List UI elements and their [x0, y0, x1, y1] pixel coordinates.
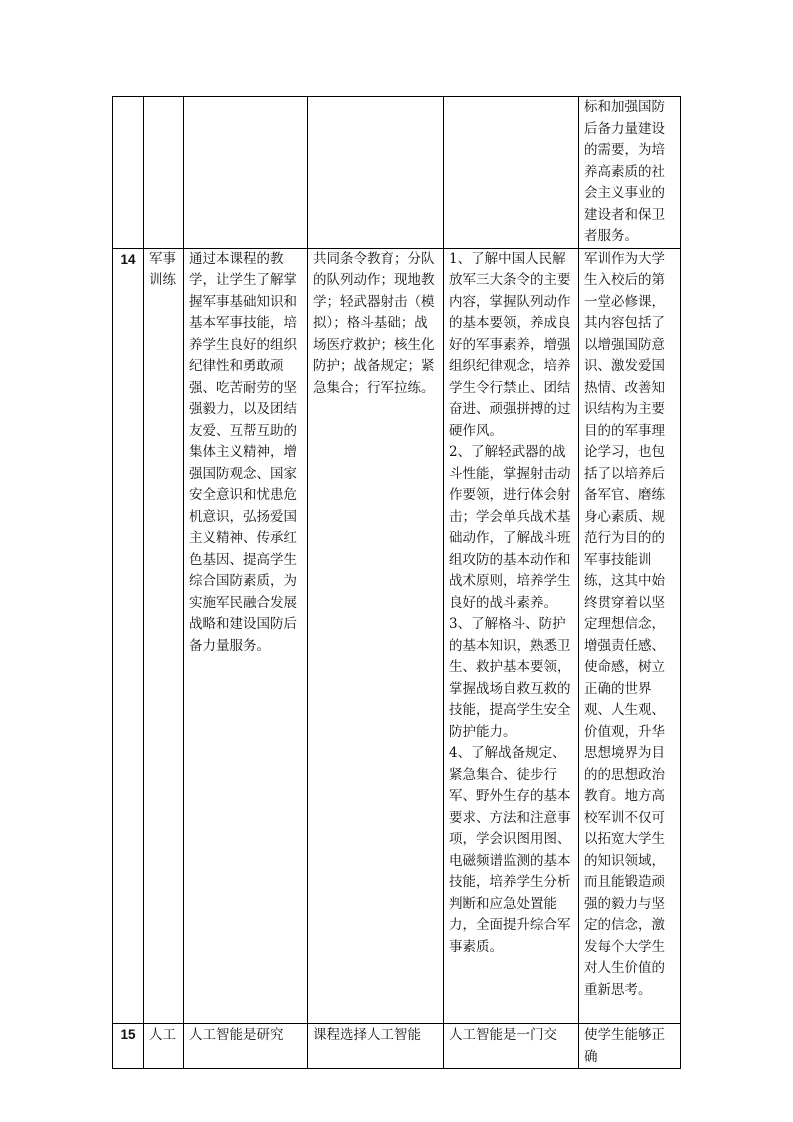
course-goal-cell [184, 97, 308, 249]
course-note-cell: 标和加强国防后备力量建设的需要，为培养高素质的社会主义事业的建设者和保卫者服务。 [579, 97, 681, 249]
course-goal-cell: 通过本课程的教学，让学生了解掌握军事基础知识和基本军事技能，培养学生良好的组织纪律性和勇敢顽强、吃苦耐劳的坚强毅力，以及团结友爱、互帮互助的集体主义精神，增强国防观念、国家安全意识和忧患危机意识，弘扬爱国主义精神、传承红色基因、提高学生综合国防素质，为实施军民融合发展战略和建设国防后备力量服务。 [184, 248, 308, 1023]
course-name-cell: 人工 [144, 1023, 184, 1068]
course-name-cell: 军事训练 [144, 248, 184, 1023]
course-number-cell: 14 [113, 248, 144, 1023]
requirement-item-4: 4、了解战备规定、紧急集合、徒步行军、野外生存的基本要求、方法和注意事项，学会识图用图、电磁频谱监测的基本技能，培养学生分析判断和应急处置能力，全面提升综合军事素质。 [449, 745, 571, 955]
course-requirement-cell: 人工智能是一门交 [444, 1023, 579, 1068]
table-row [113, 1023, 681, 1068]
requirement-item-2: 2、了解轻武器的战斗性能，掌握射击动作要领，进行体会射击；学会单兵战术基础动作，了解战斗班组攻防的基本动作和战术原则，培养学生良好的战斗素养。 [449, 444, 571, 611]
course-name-cell [144, 97, 184, 249]
table-row [113, 248, 681, 1023]
course-note-cell: 使学生能够正确 [579, 1023, 681, 1068]
course-content-cell: 共同条令教育；分队的队列动作；现地教学；轻武器射击（模拟）；格斗基础；战场医疗救护；核生化防护；战备规定；紧急集合；行军拉练。 [308, 248, 444, 1023]
course-content-cell: 课程选择人工智能 [308, 1023, 444, 1068]
course-goal-cell: 人工智能是研究 [184, 1023, 308, 1068]
course-number-cell: 15 [113, 1023, 144, 1068]
table-row [113, 97, 681, 249]
course-number-cell [113, 97, 144, 249]
course-requirement-cell [444, 97, 579, 249]
course-note-cell: 军训作为大学生入校后的第一堂必修课，其内容包括了以增强国防意识、激发爱国热情、改善知识结构为主要目的的军事理论学习，也包括了以培养后备军官、磨练身心素质、规范行为目的的军事技能训练，这其中始终贯穿着以坚定理想信念，增强责任感、使命感，树立正确的世界观、人生观、价值观，升华思想境界为目的的思想政治教育。地方高校军训不仅可以拓宽大学生的知识领域，而且能锻造顽强的毅力与坚定的信念，激发每个大学生对人生价值的重新思考。 [579, 248, 681, 1023]
course-requirement-cell [444, 248, 579, 1023]
requirement-item-1: 1、了解中国人民解放军三大条令的主要内容，掌握队列动作的基本要领，养成良好的军事素养，增强组织纪律观念，培养学生令行禁止、团结奋进、顽强拼搏的过硬作风。 [449, 250, 571, 439]
curriculum-table [112, 96, 681, 1069]
requirement-item-3: 3、了解格斗、防护的基本知识，熟悉卫生、救护基本要领，掌握战场自救互救的技能，提高学生安全防护能力。 [449, 616, 571, 740]
course-content-cell [308, 97, 444, 249]
